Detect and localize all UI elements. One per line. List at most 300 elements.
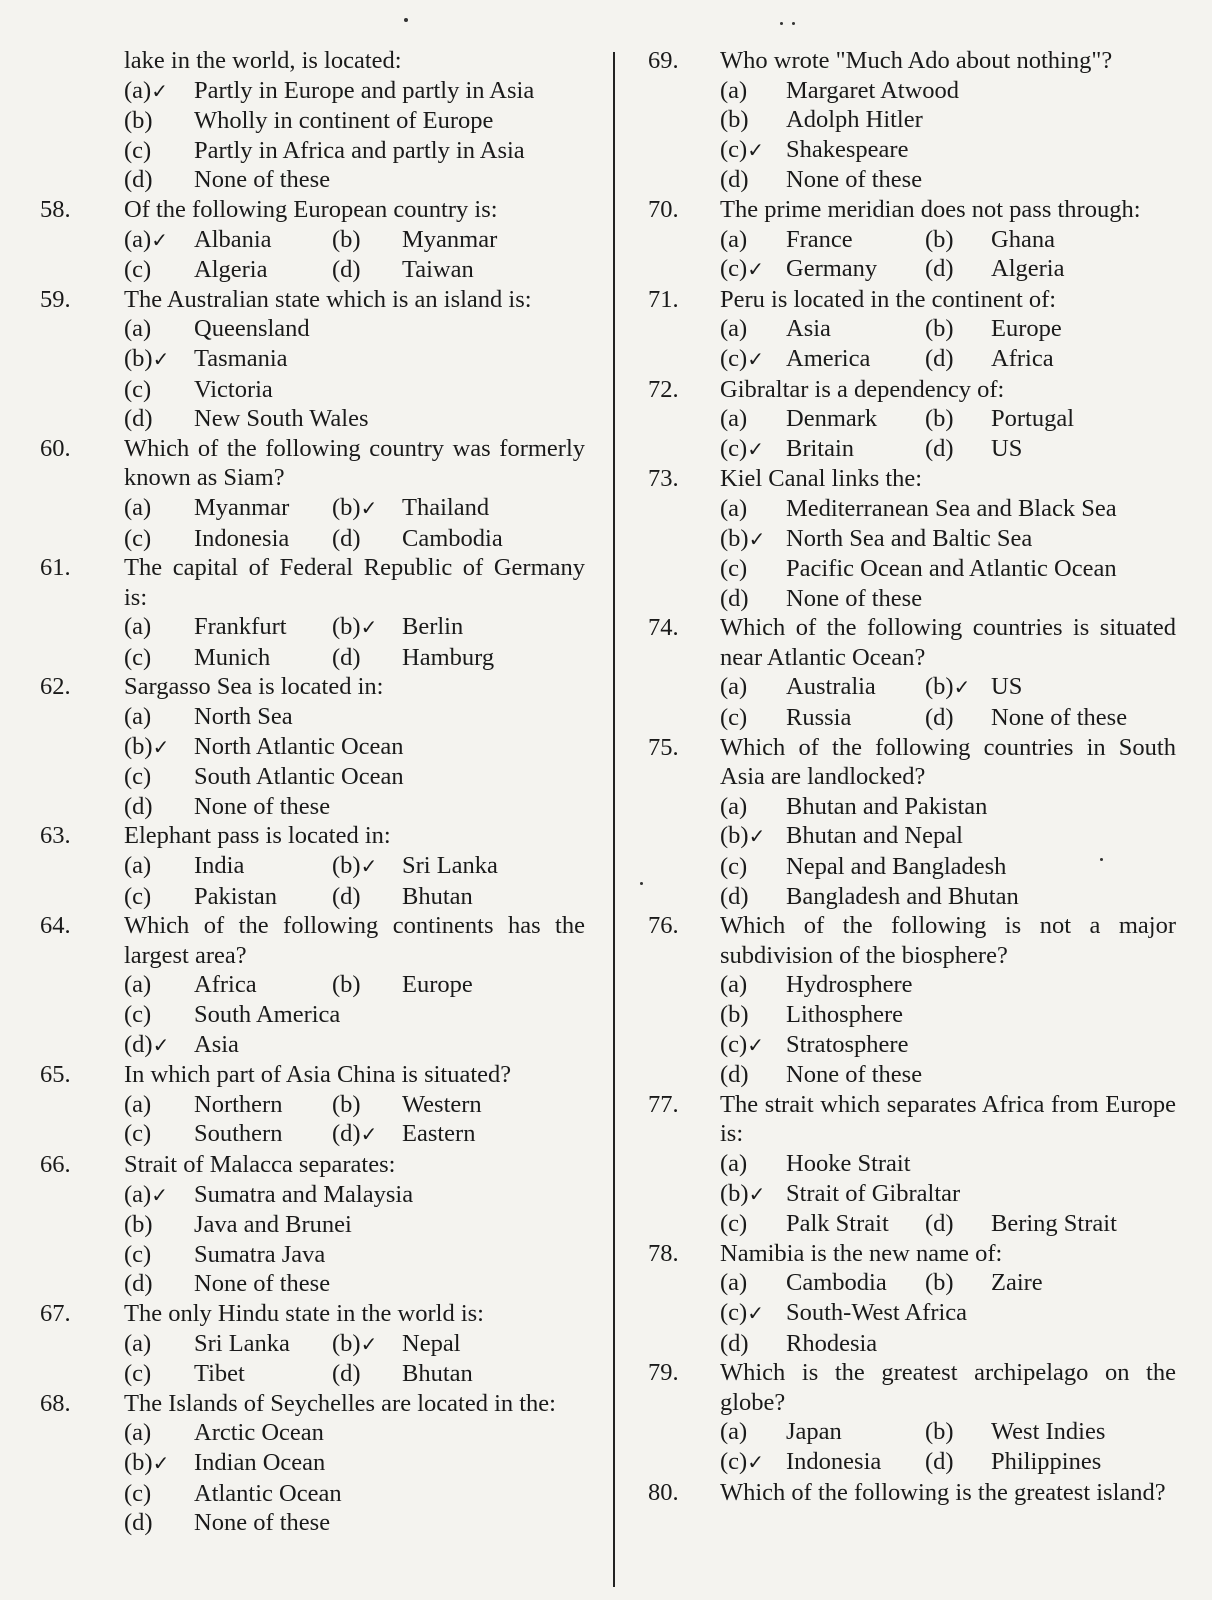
question-item	[40, 1150, 585, 1299]
option-text: Bhutan	[402, 882, 473, 910]
speck	[780, 22, 783, 25]
option-label: (c)	[720, 853, 748, 881]
option-label: (c)✓	[720, 1447, 764, 1475]
option-label: (a)	[720, 1418, 748, 1446]
option-text: Partly in Europe and partly in Asia	[194, 76, 535, 104]
option-label: (b)✓	[925, 673, 971, 701]
option-row	[124, 1479, 585, 1509]
option-text: Hydrosphere	[786, 971, 913, 999]
answer-option	[720, 1268, 925, 1298]
question-stem: Peru is located in the continent of:	[720, 285, 1057, 313]
option-label: (d)	[925, 434, 954, 462]
question-number: 62.	[40, 673, 71, 701]
option-text: Lithosphere	[786, 1001, 904, 1028]
option-text: North Sea	[194, 703, 293, 731]
question-item	[648, 464, 1176, 613]
option-label: (c)	[124, 1240, 152, 1268]
option-row	[720, 672, 1176, 703]
answer-option	[720, 1179, 960, 1210]
option-row	[720, 434, 1176, 465]
option-text: Algeria	[991, 255, 1065, 283]
question-number: 66.	[40, 1150, 71, 1178]
option-text: Myanmar	[194, 493, 290, 521]
question-number: 64.	[40, 912, 71, 940]
option-label: (c)	[124, 1479, 152, 1507]
option-row	[124, 1329, 585, 1360]
question-stem: Which of the following countries in South Asia are landlocked?	[720, 733, 1176, 791]
answer-option	[720, 792, 987, 822]
question-number: 73.	[648, 465, 679, 493]
answer-option	[124, 1329, 332, 1360]
option-text: Western	[402, 1090, 482, 1118]
option-label: (a)	[720, 315, 748, 343]
check-mark-icon: ✓	[748, 824, 766, 849]
option-label: (c)✓	[720, 434, 764, 462]
question-stem: Which of the following continents has the largest area?	[124, 912, 585, 969]
check-mark-icon: ✓	[151, 78, 168, 103]
option-text: Bhutan and Pakistan	[786, 792, 988, 820]
question-item	[648, 613, 1176, 732]
check-mark-icon: ✓	[953, 675, 971, 700]
option-row	[124, 225, 585, 256]
option-text: Hamburg	[402, 643, 495, 671]
answer-option	[925, 1447, 1101, 1478]
speck	[1100, 858, 1103, 861]
question-item	[40, 911, 585, 1060]
option-text: West Indies	[991, 1418, 1106, 1446]
option-row	[124, 1269, 585, 1299]
option-label: (d)	[720, 882, 749, 910]
option-row	[720, 105, 1176, 135]
option-label: (d)	[925, 1210, 954, 1238]
question-number: 74.	[648, 614, 679, 642]
check-mark-icon: ✓	[151, 1182, 168, 1207]
answer-option	[124, 1448, 325, 1479]
answer-option	[124, 1269, 330, 1299]
answer-option	[720, 1030, 908, 1061]
option-label: (a)	[720, 792, 748, 820]
check-mark-icon: ✓	[360, 1331, 378, 1356]
question-item	[648, 1239, 1176, 1358]
question-stem: Elephant pass is located in:	[124, 822, 391, 850]
answer-option	[124, 970, 332, 1000]
option-row	[720, 821, 1176, 852]
option-label: (a)	[124, 613, 152, 641]
option-text: Munich	[194, 643, 271, 671]
question-item	[40, 1389, 585, 1538]
option-label: (d)	[925, 344, 954, 372]
option-list	[40, 76, 585, 195]
option-text: Victoria	[194, 375, 273, 403]
question-stem: Who wrote "Much Ado about nothing"?	[720, 47, 1113, 74]
option-label: (d)	[925, 255, 954, 283]
question-number: 72.	[648, 375, 679, 403]
answer-option	[124, 1119, 332, 1150]
option-row	[720, 1447, 1176, 1478]
option-text: Northern	[194, 1090, 283, 1118]
option-row	[124, 1180, 585, 1211]
question-number: 71.	[648, 285, 679, 313]
option-label: (d)	[124, 1509, 153, 1537]
option-row	[720, 254, 1176, 285]
answer-option	[124, 225, 332, 256]
option-text: Pacific Ocean and Atlantic Ocean	[786, 555, 1117, 583]
answer-option	[124, 1240, 325, 1270]
question-stem: Of the following European country is:	[124, 195, 498, 223]
option-text: Partly in Africa and partly in Asia	[194, 136, 525, 164]
option-label: (d)✓	[332, 1120, 378, 1148]
question-list	[40, 195, 585, 1538]
option-text: Asia	[786, 315, 831, 343]
answer-option	[720, 225, 925, 255]
option-row	[124, 970, 585, 1000]
question-item	[40, 553, 585, 672]
question-item	[40, 195, 585, 285]
check-mark-icon: ✓	[747, 257, 764, 282]
option-text: Sumatra Java	[194, 1240, 326, 1268]
option-row	[124, 375, 585, 405]
answer-option	[720, 314, 925, 344]
answer-option	[720, 852, 1006, 882]
option-label: (a)	[720, 971, 748, 999]
answer-option	[925, 672, 1022, 703]
option-text: Wholly in continent of Europe	[194, 107, 494, 135]
question-item	[648, 911, 1176, 1090]
option-label: (c)✓	[720, 135, 764, 163]
option-row	[124, 524, 585, 554]
answer-option	[124, 255, 332, 285]
answer-option	[124, 1030, 239, 1061]
option-text: Indonesia	[194, 524, 290, 552]
question-stem: The prime meridian does not pass through:	[720, 195, 1141, 223]
answer-option	[124, 524, 332, 554]
question-item	[648, 375, 1176, 465]
option-text: Indonesia	[786, 1447, 882, 1475]
question-number: 63.	[40, 822, 71, 850]
question-stem: The Australian state which is an island is:	[124, 285, 532, 313]
option-label: (c)	[124, 1001, 152, 1028]
option-text: Bhutan and Nepal	[786, 822, 963, 850]
option-row	[124, 1418, 585, 1448]
option-text: Margaret Atwood	[786, 76, 960, 104]
option-row	[124, 1119, 585, 1150]
option-text: Thailand	[402, 493, 490, 521]
answer-option	[720, 882, 1019, 912]
option-text: Indian Ocean	[194, 1448, 326, 1476]
option-label: (b)✓	[720, 1179, 766, 1207]
option-text: Denmark	[786, 405, 878, 433]
answer-option	[925, 225, 1055, 255]
question-stem: The Islands of Seychelles are located in the:	[124, 1389, 556, 1417]
question-stem: Which is the greatest archipelago on the globe?	[720, 1359, 1176, 1416]
answer-option	[124, 882, 332, 912]
option-text: North Sea and Baltic Sea	[786, 524, 1033, 552]
option-label: (d)	[720, 166, 749, 194]
option-row	[124, 136, 585, 166]
answer-option	[124, 165, 330, 195]
option-label: (b)✓	[124, 1448, 170, 1476]
option-label: (d)	[124, 792, 153, 820]
option-text: Cambodia	[786, 1269, 887, 1297]
option-text: Europe	[991, 315, 1062, 343]
option-row	[720, 314, 1176, 344]
option-label: (a)	[720, 225, 748, 253]
option-text: Zaire	[991, 1269, 1043, 1297]
option-row	[720, 1030, 1176, 1061]
check-mark-icon: ✓	[360, 1122, 378, 1147]
option-text: None of these	[786, 166, 923, 194]
option-label: (b)	[124, 1211, 153, 1239]
option-row	[720, 1298, 1176, 1329]
option-text: North Atlantic Ocean	[194, 732, 404, 760]
question-stem: Which of the following is the greatest island?	[720, 1478, 1166, 1506]
option-row	[124, 1240, 585, 1270]
question-number: 61.	[40, 554, 71, 582]
question-stem: Which of the following is not a major subdivision of the biosphere?	[720, 912, 1176, 969]
option-row	[720, 404, 1176, 434]
option-text: Taiwan	[402, 256, 474, 284]
answer-option	[124, 762, 404, 792]
option-row	[720, 970, 1176, 1000]
left-column	[40, 46, 585, 1538]
answer-option	[124, 702, 293, 732]
answer-option	[124, 136, 525, 166]
option-label: (a)	[720, 76, 748, 104]
answer-option	[124, 1418, 324, 1448]
answer-option	[124, 375, 273, 405]
option-label: (b)	[332, 971, 361, 999]
option-label: (c)✓	[720, 1030, 764, 1058]
check-mark-icon: ✓	[152, 1032, 170, 1057]
option-label: (a)✓	[124, 1180, 168, 1208]
option-row	[124, 165, 585, 195]
answer-option	[720, 1447, 925, 1478]
option-text: Rhodesia	[786, 1329, 878, 1357]
option-label: (c)	[720, 1210, 748, 1238]
option-label: (c)	[124, 1120, 152, 1148]
check-mark-icon: ✓	[748, 1181, 766, 1206]
answer-option	[925, 254, 1064, 285]
check-mark-icon: ✓	[151, 227, 168, 252]
answer-option	[332, 882, 473, 912]
option-label: (c)	[124, 643, 152, 671]
option-text: Nepal	[402, 1329, 461, 1357]
option-text: Philippines	[991, 1447, 1102, 1475]
answer-option	[720, 970, 913, 1000]
answer-option	[332, 1090, 482, 1120]
option-row	[720, 1268, 1176, 1298]
option-label: (d)	[925, 1447, 954, 1475]
question-number: 58.	[40, 195, 71, 223]
option-label: (c)	[124, 524, 152, 552]
answer-option	[720, 1417, 925, 1447]
option-text: Algeria	[194, 256, 268, 284]
option-label: (d)✓	[124, 1030, 170, 1058]
speck	[640, 882, 643, 885]
question-item	[648, 1478, 1176, 1508]
question-number: 75.	[648, 733, 679, 761]
answer-option	[124, 344, 288, 375]
answer-option	[925, 703, 1127, 733]
check-mark-icon: ✓	[747, 346, 764, 371]
option-label: (a)✓	[124, 76, 168, 104]
check-mark-icon: ✓	[360, 495, 378, 520]
option-text: Atlantic Ocean	[194, 1479, 342, 1507]
question-stem: Which of the following countries is situated near Atlantic Ocean?	[720, 614, 1176, 671]
option-row	[720, 225, 1176, 255]
option-label: (c)✓	[720, 1298, 764, 1326]
option-text: None of these	[991, 704, 1128, 732]
option-row	[720, 1179, 1176, 1210]
answer-option	[332, 1329, 461, 1360]
option-label: (a)	[124, 1329, 152, 1357]
question-stem: Namibia is the new name of:	[720, 1239, 1003, 1267]
answer-option	[332, 524, 503, 554]
question-number: 69.	[648, 47, 679, 74]
option-label: (c)	[124, 1360, 152, 1388]
option-label: (b)	[332, 225, 361, 253]
option-text: Sri Lanka	[402, 852, 498, 880]
option-label: (a)	[720, 1269, 748, 1297]
answer-option	[720, 344, 925, 375]
option-label: (b)	[925, 1418, 954, 1446]
question-stem: lake in the world, is located:	[124, 47, 402, 74]
option-text: Mediterranean Sea and Black Sea	[786, 494, 1117, 522]
option-row	[720, 852, 1176, 882]
option-text: Russia	[786, 704, 852, 732]
option-row	[124, 493, 585, 524]
option-label: (a)✓	[124, 225, 168, 253]
question-list	[648, 46, 1176, 1507]
option-text: Bangladesh and Bhutan	[786, 882, 1019, 910]
option-row	[720, 554, 1176, 584]
option-text: Tibet	[194, 1360, 245, 1388]
question-stem: Kiel Canal links the:	[720, 465, 923, 493]
option-label: (a)	[124, 703, 152, 731]
question-stem: In which part of Asia China is situated?	[124, 1061, 512, 1089]
option-text: Asia	[194, 1030, 239, 1058]
question-stem: The capital of Federal Republic of Germany is:	[124, 554, 585, 611]
question-item	[40, 285, 585, 434]
question-item	[40, 434, 585, 553]
check-mark-icon: ✓	[360, 615, 378, 640]
answer-option	[720, 434, 925, 465]
option-text: None of these	[194, 792, 331, 820]
option-label: (d)	[720, 584, 749, 612]
question-item	[648, 285, 1176, 375]
option-label: (b)✓	[332, 852, 378, 880]
option-row	[720, 1209, 1176, 1239]
option-text: Japan	[786, 1418, 842, 1446]
option-label: (b)✓	[124, 732, 170, 760]
option-text: Myanmar	[402, 225, 498, 253]
option-text: None of these	[194, 1270, 331, 1298]
option-row	[720, 1000, 1176, 1030]
answer-option	[720, 584, 922, 614]
option-row	[720, 135, 1176, 166]
option-text: Bering Strait	[991, 1210, 1117, 1238]
option-label: (b)✓	[124, 344, 170, 372]
option-text: Australia	[786, 673, 876, 701]
option-text: Africa	[194, 971, 257, 999]
option-text: Queensland	[194, 315, 310, 343]
column-divider	[613, 52, 615, 1587]
option-label: (a)	[124, 1419, 152, 1447]
option-label: (b)	[925, 405, 954, 433]
question-item	[648, 195, 1176, 285]
option-row	[720, 882, 1176, 912]
question-item	[40, 1060, 585, 1150]
question-continuation	[40, 46, 585, 195]
option-label: (b)✓	[332, 493, 378, 521]
option-label: (c)	[124, 882, 152, 910]
answer-option	[720, 821, 963, 852]
option-label: (a)	[124, 852, 152, 880]
option-text: None of these	[786, 1061, 923, 1089]
option-row	[124, 1090, 585, 1120]
option-label: (c)✓	[720, 255, 764, 283]
option-text: Java and Brunei	[194, 1211, 352, 1239]
option-label: (a)	[124, 971, 152, 999]
option-text: Frankfurt	[194, 613, 287, 641]
option-row	[720, 1417, 1176, 1447]
option-row	[720, 76, 1176, 106]
option-row	[124, 1210, 585, 1240]
option-label: (a)	[720, 494, 748, 522]
answer-option	[332, 643, 494, 673]
answer-option	[720, 105, 923, 135]
option-row	[124, 106, 585, 136]
answer-option	[124, 1359, 332, 1389]
option-label: (d)	[332, 1360, 361, 1388]
option-text: Pakistan	[194, 882, 278, 910]
answer-option	[720, 524, 1032, 555]
answer-option	[925, 1417, 1105, 1447]
option-text: Stratosphere	[786, 1030, 909, 1058]
answer-option	[720, 554, 1117, 584]
question-stem: The strait which separates Africa from Europe is:	[720, 1090, 1176, 1148]
question-number: 68.	[40, 1389, 71, 1417]
answer-option	[720, 1329, 877, 1359]
option-text: South-West Africa	[786, 1298, 968, 1326]
answer-option	[124, 643, 332, 673]
option-row	[124, 1448, 585, 1479]
option-label: (c)	[124, 375, 152, 403]
option-text: New South Wales	[194, 405, 369, 433]
question-number: 76.	[648, 912, 679, 940]
option-text: Portugal	[991, 405, 1075, 433]
answer-option	[332, 970, 473, 1000]
option-row	[720, 165, 1176, 195]
option-text: France	[786, 225, 853, 253]
option-text: None of these	[194, 166, 331, 194]
answer-option	[925, 404, 1074, 434]
option-row	[124, 643, 585, 673]
answer-option	[332, 225, 497, 256]
question-stem: The only Hindu state in the world is:	[124, 1299, 484, 1327]
option-text: Sumatra and Malaysia	[194, 1180, 414, 1208]
option-text: Strait of Gibraltar	[786, 1179, 961, 1207]
answer-option	[720, 1298, 967, 1329]
option-row	[720, 792, 1176, 822]
option-label: (a)	[124, 493, 152, 521]
answer-option	[720, 1209, 925, 1239]
option-text: America	[786, 344, 871, 372]
question-stem: Which of the following country was formerly known as Siam?	[124, 434, 585, 492]
option-text: US	[991, 434, 1023, 462]
option-label: (c)✓	[720, 344, 764, 372]
answer-option	[925, 314, 1062, 344]
